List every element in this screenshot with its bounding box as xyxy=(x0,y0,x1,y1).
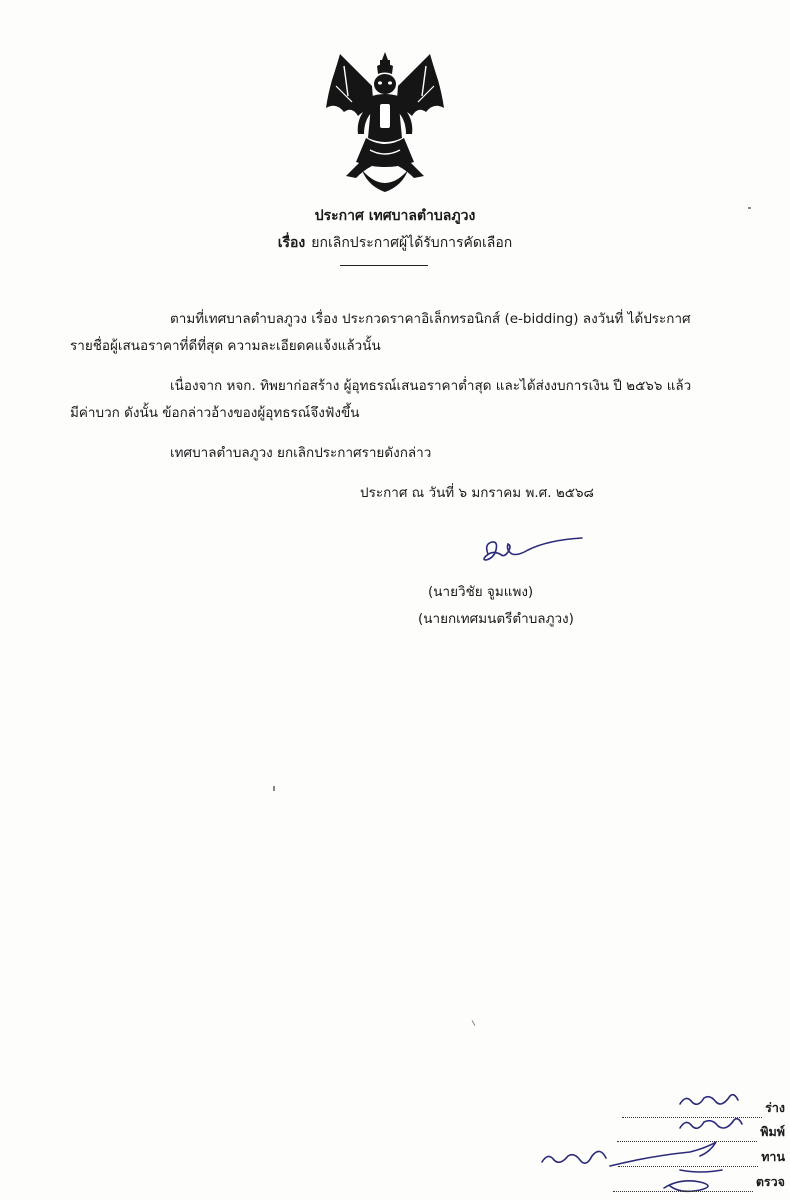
paragraph-2-line-1: เนื่องจาก หจก. ทิพยาก่อสร้าง ผู้อุทธรณ์เสนอราคาต่ำสุด และได้ส่งงบการเงิน ปี ๒๕๖๖ แล้ว xyxy=(170,378,692,394)
approval-row-reviewed xyxy=(618,1145,785,1167)
approval-role-typed: พิมพ์ xyxy=(760,1124,785,1139)
document-title: ประกาศ เทศบาลตำบลภูวง xyxy=(314,208,476,224)
approval-dotted-line xyxy=(618,1152,758,1167)
document-subject xyxy=(0,232,790,254)
signature-mark xyxy=(478,532,588,572)
subject-label: เรื่อง xyxy=(277,235,306,251)
scan-speck xyxy=(472,1020,476,1026)
paragraph-3: เทศบาลตำบลภูวง ยกเลิกประกาศรายดังกล่าว xyxy=(170,445,432,461)
approval-dotted-line xyxy=(613,1177,753,1192)
paragraph-1-line-1: ตามที่เทศบาลตำบลภูวง เรื่อง ประกวดราคาอิเล็กทรอนิกส์ (e-bidding) ลงวันที่ ได้ประกาศ xyxy=(170,311,691,327)
approval-row-checked xyxy=(613,1170,785,1192)
scan-speck xyxy=(273,786,275,791)
paragraph-1-line-2: รายชื่อผู้เสนอราคาที่ดีที่สุด ความละเอียดคแจ้งแล้วนั้น xyxy=(70,338,381,354)
garuda-emblem-icon xyxy=(322,46,448,196)
signatory-position: (นายกเทศมนตรีตำบลภูวง) xyxy=(418,611,574,627)
approval-role-reviewed: ทาน xyxy=(761,1149,785,1164)
subject-text: ยกเลิกประกาศผู้ได้รับการคัดเลือก xyxy=(311,235,513,251)
title-divider xyxy=(340,265,428,266)
announcement-date: ประกาศ ณ วันที่ ๖ มกราคม พ.ศ. ๒๕๖๘ xyxy=(360,485,594,501)
approval-role-draft: ร่าง xyxy=(765,1100,785,1115)
approval-role-checked: ตรวจ xyxy=(755,1174,785,1189)
approval-block xyxy=(540,1090,785,1195)
approval-dotted-line xyxy=(622,1103,762,1118)
approval-row-draft xyxy=(622,1096,785,1118)
paragraph-2-line-2: มีค่าบวก ดังนั้น ข้อกล่าวอ้างของผู้อุทธรณ์จึงฟังขึ้น xyxy=(70,405,360,421)
approval-row-typed xyxy=(617,1120,785,1142)
approval-dotted-line xyxy=(617,1127,757,1142)
signatory-name: (นายวิชัย จูมแพง) xyxy=(428,584,534,600)
scan-speck xyxy=(748,207,751,209)
